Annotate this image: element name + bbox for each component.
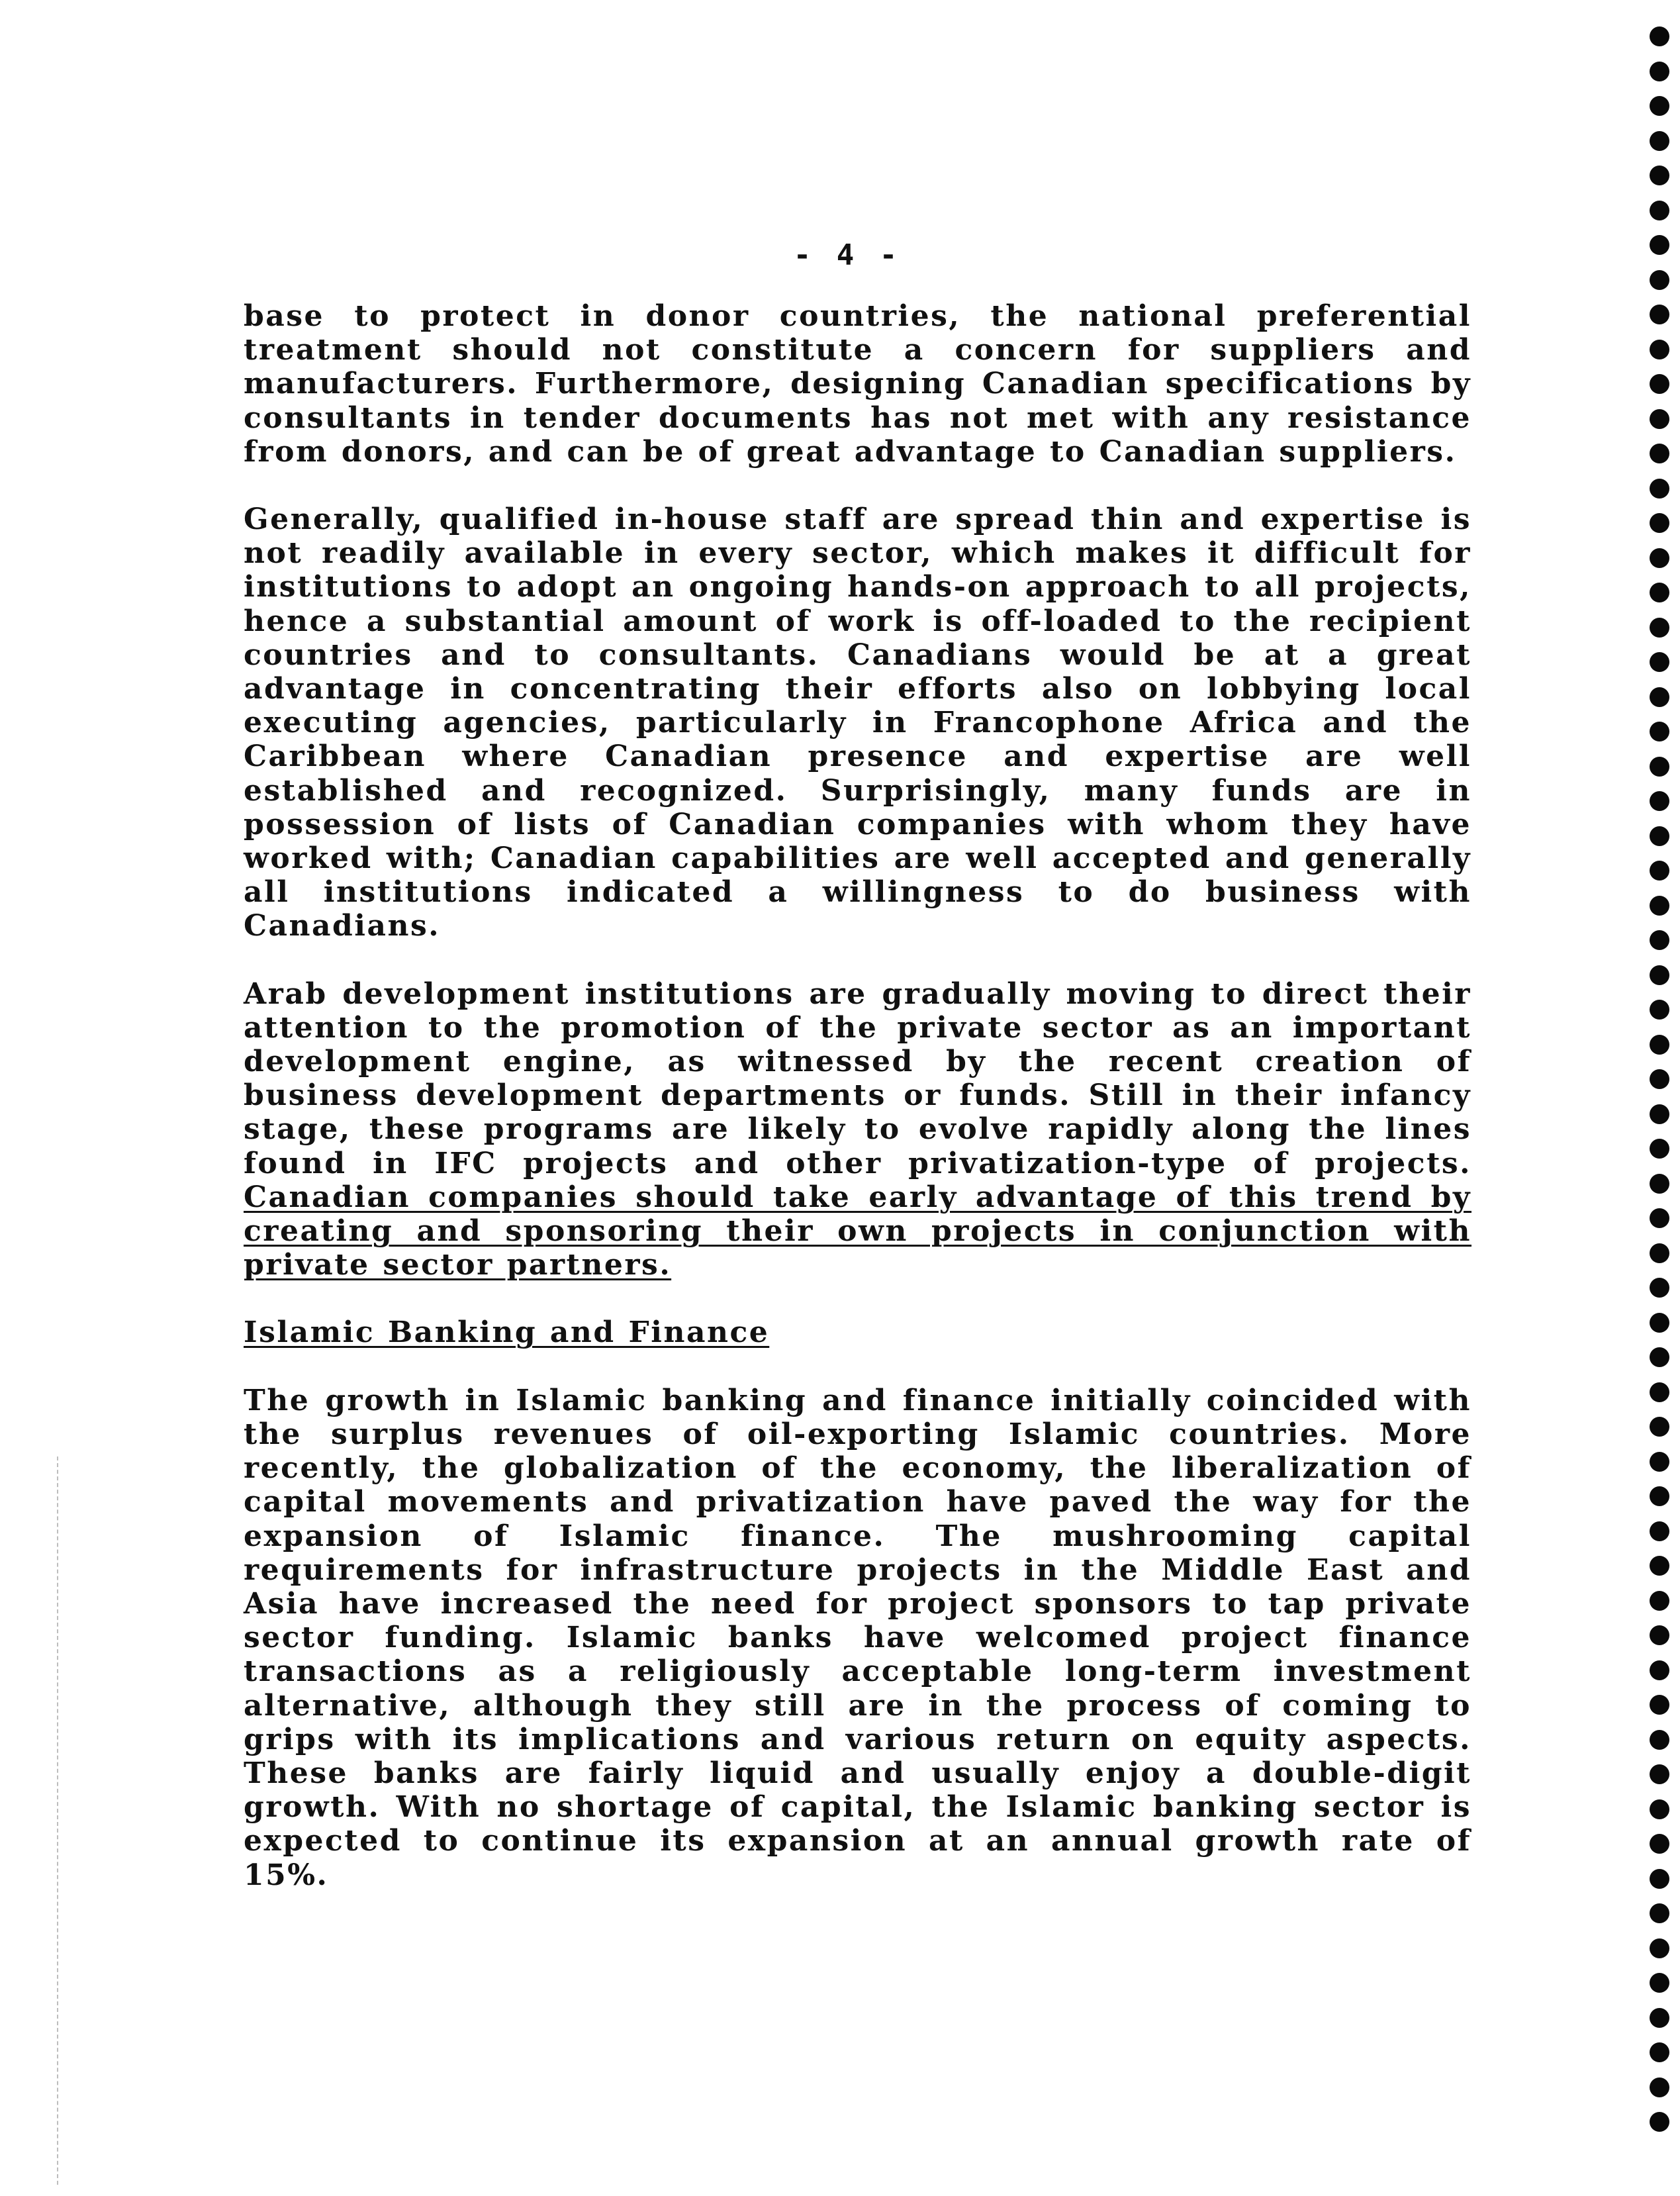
paragraph-donor-countries: base to protect in donor countries, the national preferential treatment should not constitute a concern for suppliers and manufacturers. Furthermore, designing Canadian specifications by consultants in tender documents has not met with any resistance from donors, and can be of great advantage to Canadian suppliers.	[244, 299, 1471, 469]
binding-hole	[1650, 1174, 1669, 1194]
binding-hole	[1650, 1104, 1669, 1124]
binding-hole	[1650, 1452, 1669, 1472]
binding-hole	[1650, 2077, 1669, 2097]
binding-hole	[1650, 618, 1669, 638]
binding-hole	[1650, 1938, 1669, 1958]
binding-hole	[1650, 583, 1669, 602]
binding-hole	[1650, 374, 1669, 394]
binding-hole	[1650, 270, 1669, 290]
binding-hole	[1650, 1278, 1669, 1298]
binding-hole	[1650, 1764, 1669, 1784]
binding-hole	[1650, 26, 1669, 46]
binding-hole	[1650, 757, 1669, 777]
binding-hole	[1650, 1695, 1669, 1715]
binding-hole	[1650, 2008, 1669, 2028]
binding-hole	[1650, 166, 1669, 185]
binding-hole	[1650, 861, 1669, 881]
binding-hole	[1650, 965, 1669, 985]
binding-hole	[1650, 513, 1669, 533]
binding-hole	[1650, 1799, 1669, 1819]
binding-hole	[1650, 687, 1669, 707]
binding-hole	[1650, 1347, 1669, 1367]
binding-hole	[1650, 896, 1669, 916]
binding-hole	[1650, 1521, 1669, 1541]
page-number: - 4 -	[793, 238, 902, 272]
binding-hole	[1650, 1869, 1669, 1889]
binding-hole	[1650, 96, 1669, 116]
binding-hole	[1650, 1625, 1669, 1645]
binding-hole	[1650, 548, 1669, 568]
binding-hole	[1650, 791, 1669, 811]
underlined-recommendation: Canadian companies should take early advantage of this trend by creating and sponsoring their own projects in conjunction with private sector partners.	[244, 1180, 1471, 1282]
binding-hole	[1650, 1556, 1669, 1576]
binding-hole	[1650, 235, 1669, 255]
binding-hole	[1650, 131, 1669, 151]
binding-hole	[1650, 340, 1669, 359]
binding-hole	[1650, 1243, 1669, 1263]
binding-holes	[1646, 26, 1675, 2191]
binding-hole	[1650, 444, 1669, 463]
section-heading-islamic-banking: Islamic Banking and Finance	[244, 1315, 770, 1350]
binding-hole	[1650, 1208, 1669, 1228]
binding-hole	[1650, 722, 1669, 741]
binding-hole	[1650, 1660, 1669, 1680]
binding-hole	[1650, 305, 1669, 324]
binding-hole	[1650, 479, 1669, 499]
binding-hole	[1650, 62, 1669, 81]
body-text	[244, 299, 1471, 1926]
binding-hole	[1650, 1000, 1669, 1020]
binding-hole	[1650, 1313, 1669, 1333]
scan-edge-mark	[57, 1456, 58, 2185]
paragraph-arab-institutions	[244, 977, 1471, 1282]
binding-hole	[1650, 1069, 1669, 1089]
binding-hole	[1650, 826, 1669, 846]
binding-hole	[1650, 1417, 1669, 1437]
binding-hole	[1650, 2042, 1669, 2062]
binding-hole	[1650, 1486, 1669, 1506]
binding-hole	[1650, 652, 1669, 672]
binding-hole	[1650, 930, 1669, 950]
binding-hole	[1650, 201, 1669, 220]
paragraph-in-house-staff: Generally, qualified in-house staff are spread thin and expertise is not readily available in every sector, which makes it difficult for institutions to adopt an ongoing hands-on approach to all projects, hence a substantial amount of work is off-loaded to the recipient countries and to consultants. Canadians would be at a great advantage in concentrating their efforts also on lobbying local executing agencies, particularly in Francophone Africa and the Caribbean where Canadian presence and expertise are well established and recognized. Surprisingly, many funds are in possession of lists of Canadian companies with whom they have worked with; Canadian capabilities are well accepted and generally all institutions indicated a willingness to do business with Canadians.	[244, 502, 1471, 943]
binding-hole	[1650, 1730, 1669, 1750]
paragraph-arab-institutions-text: Arab development institutions are gradually moving to direct their attention to the promotion of the private sector as an important development engine, as witnessed by the recent creation of business development departments or funds. Still in their infancy stage, these programs are likely to evolve rapidly along the lines found in IFC projects and other privatization-type of projects.	[244, 977, 1471, 1180]
paragraph-islamic-banking: The growth in Islamic banking and finance initially coincided with the surplus revenues of oil-exporting Islamic countries. More recently, the globalization of the economy, the liberalization of capital movements and privatization have paved the way for the expansion of Islamic finance. The mushrooming capital requirements for infrastructure projects in the Middle East and Asia have increased the need for project sponsors to tap private sector funding. Islamic banks have welcomed project finance transactions as a religiously acceptable long-term investment alternative, although they still are in the process of coming to grips with its implications and various return on equity aspects. These banks are fairly liquid and usually enjoy a double-digit growth. With no shortage of capital, the Islamic banking sector is expected to continue its expansion at an annual growth rate of 15%.	[244, 1383, 1471, 1892]
binding-hole	[1650, 1139, 1669, 1159]
binding-hole	[1650, 1035, 1669, 1055]
binding-hole	[1650, 1903, 1669, 1923]
binding-hole	[1650, 2112, 1669, 2132]
binding-hole	[1650, 1382, 1669, 1402]
binding-hole	[1650, 409, 1669, 429]
binding-hole	[1650, 1834, 1669, 1854]
binding-hole	[1650, 1591, 1669, 1611]
binding-hole	[1650, 1973, 1669, 1993]
